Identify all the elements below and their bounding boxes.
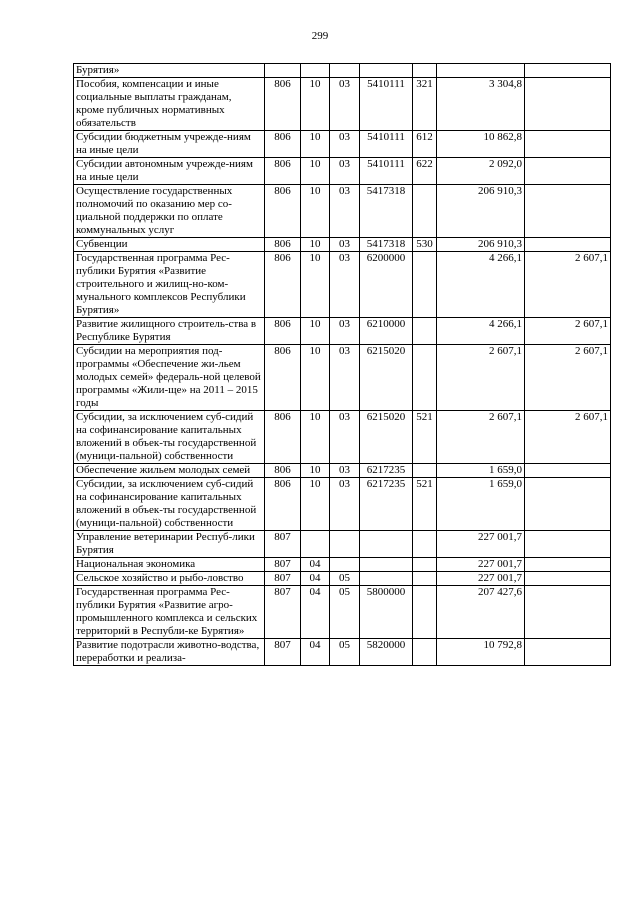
cell-section: 10	[301, 464, 330, 478]
cell-subsection: 03	[330, 464, 360, 478]
table-row	[74, 531, 611, 558]
cell-expense-type: 521	[413, 411, 437, 464]
table-row	[74, 131, 611, 158]
cell-name: Бурятия»	[74, 64, 265, 78]
cell-subsection: 03	[330, 252, 360, 318]
cell-name: Субсидии, за исключением суб-сидий на софинансирование капитальных вложений в объек-ты государственной (муници-пальной) собственности	[74, 411, 265, 464]
cell-target-article	[360, 572, 413, 586]
cell-department: 806	[265, 185, 301, 238]
cell-name: Управление ветеринарии Респуб-лики Бурятия	[74, 531, 265, 558]
cell-department: 806	[265, 478, 301, 531]
cell-federal-amount: 2 607,1	[525, 345, 611, 411]
cell-section: 10	[301, 318, 330, 345]
table-row	[74, 478, 611, 531]
cell-amount: 2 607,1	[437, 411, 525, 464]
cell-department: 806	[265, 238, 301, 252]
cell-subsection: 03	[330, 131, 360, 158]
cell-subsection	[330, 531, 360, 558]
cell-expense-type: 622	[413, 158, 437, 185]
cell-federal-amount	[525, 238, 611, 252]
cell-federal-amount: 2 607,1	[525, 252, 611, 318]
page-number: 299	[311, 30, 329, 42]
cell-subsection: 05	[330, 586, 360, 639]
cell-amount: 2 092,0	[437, 158, 525, 185]
cell-subsection: 03	[330, 185, 360, 238]
cell-expense-type	[413, 586, 437, 639]
cell-department: 807	[265, 586, 301, 639]
cell-expense-type	[413, 252, 437, 318]
table-row	[74, 64, 611, 78]
cell-name: Государственная программа Рес-публики Бурятия «Развитие агро-промышленного комплекса и сельских территорий в Республи-ке Бурятия»	[74, 586, 265, 639]
cell-section: 04	[301, 572, 330, 586]
cell-name: Осуществление государственных полномочий по оказанию мер со-циальной поддержки по оплате коммунальных услуг	[74, 185, 265, 238]
cell-target-article	[360, 64, 413, 78]
cell-federal-amount	[525, 572, 611, 586]
cell-name: Сельское хозяйство и рыбо-ловство	[74, 572, 265, 586]
cell-target-article: 5800000	[360, 586, 413, 639]
table-row	[74, 238, 611, 252]
cell-section: 04	[301, 558, 330, 572]
cell-target-article: 5410111	[360, 158, 413, 185]
cell-section: 10	[301, 131, 330, 158]
table-row	[74, 558, 611, 572]
cell-department: 806	[265, 78, 301, 131]
cell-target-article: 5417318	[360, 238, 413, 252]
cell-department: 806	[265, 252, 301, 318]
cell-federal-amount	[525, 531, 611, 558]
cell-amount: 206 910,3	[437, 185, 525, 238]
table-row	[74, 464, 611, 478]
cell-federal-amount	[525, 639, 611, 666]
cell-subsection	[330, 64, 360, 78]
cell-name: Субсидии бюджетным учрежде-ниям на иные цели	[74, 131, 265, 158]
cell-federal-amount	[525, 78, 611, 131]
cell-name: Государственная программа Рес-публики Бурятия «Развитие строительного и жилищ-но-ком-мунального комплексов Республики Бурятия»	[74, 252, 265, 318]
cell-amount: 2 607,1	[437, 345, 525, 411]
table-row	[74, 586, 611, 639]
cell-subsection: 03	[330, 411, 360, 464]
cell-amount: 4 266,1	[437, 318, 525, 345]
cell-section: 10	[301, 158, 330, 185]
cell-expense-type: 612	[413, 131, 437, 158]
cell-federal-amount: 2 607,1	[525, 411, 611, 464]
cell-federal-amount	[525, 64, 611, 78]
cell-expense-type	[413, 639, 437, 666]
cell-target-article	[360, 558, 413, 572]
cell-subsection: 03	[330, 238, 360, 252]
cell-section	[301, 531, 330, 558]
cell-amount: 1 659,0	[437, 478, 525, 531]
cell-federal-amount	[525, 131, 611, 158]
cell-subsection: 03	[330, 345, 360, 411]
cell-section: 04	[301, 586, 330, 639]
cell-amount: 227 001,7	[437, 531, 525, 558]
cell-department: 807	[265, 531, 301, 558]
table-row	[74, 252, 611, 318]
cell-section: 04	[301, 639, 330, 666]
cell-department: 807	[265, 639, 301, 666]
cell-amount: 3 304,8	[437, 78, 525, 131]
cell-section: 10	[301, 185, 330, 238]
cell-name: Субсидии на мероприятия под-программы «Обеспечение жи-льем молодых семей» федераль-ной целевой программы «Жили-ще» на 2011 – 2015 годы	[74, 345, 265, 411]
cell-expense-type	[413, 318, 437, 345]
cell-federal-amount	[525, 185, 611, 238]
cell-department: 806	[265, 411, 301, 464]
cell-name: Субвенции	[74, 238, 265, 252]
cell-section	[301, 64, 330, 78]
cell-department: 806	[265, 345, 301, 411]
table-row	[74, 158, 611, 185]
cell-department: 806	[265, 464, 301, 478]
cell-expense-type	[413, 531, 437, 558]
cell-target-article	[360, 531, 413, 558]
cell-amount: 4 266,1	[437, 252, 525, 318]
cell-amount: 227 001,7	[437, 572, 525, 586]
cell-federal-amount	[525, 158, 611, 185]
cell-federal-amount	[525, 464, 611, 478]
cell-target-article: 5417318	[360, 185, 413, 238]
budget-table	[73, 63, 611, 666]
cell-subsection: 03	[330, 158, 360, 185]
cell-section: 10	[301, 238, 330, 252]
cell-name: Национальная экономика	[74, 558, 265, 572]
cell-department: 807	[265, 558, 301, 572]
cell-expense-type	[413, 558, 437, 572]
cell-federal-amount	[525, 478, 611, 531]
cell-expense-type	[413, 185, 437, 238]
cell-expense-type	[413, 345, 437, 411]
cell-expense-type: 321	[413, 78, 437, 131]
table-row	[74, 318, 611, 345]
cell-subsection: 03	[330, 318, 360, 345]
cell-federal-amount	[525, 558, 611, 572]
cell-subsection	[330, 558, 360, 572]
cell-expense-type	[413, 64, 437, 78]
cell-amount: 10 792,8	[437, 639, 525, 666]
cell-name: Развитие жилищного строитель-ства в Республике Бурятия	[74, 318, 265, 345]
table-row	[74, 639, 611, 666]
cell-expense-type	[413, 572, 437, 586]
cell-target-article: 6217235	[360, 478, 413, 531]
cell-department: 806	[265, 131, 301, 158]
cell-amount: 10 862,8	[437, 131, 525, 158]
cell-target-article: 5820000	[360, 639, 413, 666]
cell-department: 806	[265, 318, 301, 345]
table-row	[74, 572, 611, 586]
cell-name: Обеспечение жильем молодых семей	[74, 464, 265, 478]
cell-target-article: 6215020	[360, 345, 413, 411]
cell-target-article: 5410111	[360, 78, 413, 131]
table-row	[74, 411, 611, 464]
table-row	[74, 78, 611, 131]
cell-amount	[437, 64, 525, 78]
cell-section: 10	[301, 78, 330, 131]
cell-department: 807	[265, 572, 301, 586]
cell-department	[265, 64, 301, 78]
cell-name: Развитие подотрасли животно-водства, переработки и реализа-	[74, 639, 265, 666]
cell-amount: 206 910,3	[437, 238, 525, 252]
cell-amount: 1 659,0	[437, 464, 525, 478]
cell-expense-type: 521	[413, 478, 437, 531]
cell-section: 10	[301, 345, 330, 411]
cell-amount: 227 001,7	[437, 558, 525, 572]
cell-section: 10	[301, 252, 330, 318]
cell-section: 10	[301, 411, 330, 464]
cell-target-article: 6200000	[360, 252, 413, 318]
cell-amount: 207 427,6	[437, 586, 525, 639]
cell-subsection: 05	[330, 572, 360, 586]
cell-subsection: 03	[330, 478, 360, 531]
cell-target-article: 6210000	[360, 318, 413, 345]
cell-target-article: 6215020	[360, 411, 413, 464]
cell-target-article: 5410111	[360, 131, 413, 158]
cell-name: Пособия, компенсации и иные социальные выплаты гражданам, кроме публичных нормативных обязательств	[74, 78, 265, 131]
cell-subsection: 03	[330, 78, 360, 131]
cell-federal-amount: 2 607,1	[525, 318, 611, 345]
table-row	[74, 185, 611, 238]
cell-federal-amount	[525, 586, 611, 639]
cell-target-article: 6217235	[360, 464, 413, 478]
cell-name: Субсидии, за исключением суб-сидий на софинансирование капитальных вложений в объек-ты государственной (муници-пальной) собственности	[74, 478, 265, 531]
cell-subsection: 05	[330, 639, 360, 666]
table-row	[74, 345, 611, 411]
cell-expense-type	[413, 464, 437, 478]
cell-name: Субсидии автономным учрежде-ниям на иные цели	[74, 158, 265, 185]
cell-expense-type: 530	[413, 238, 437, 252]
cell-department: 806	[265, 158, 301, 185]
cell-section: 10	[301, 478, 330, 531]
